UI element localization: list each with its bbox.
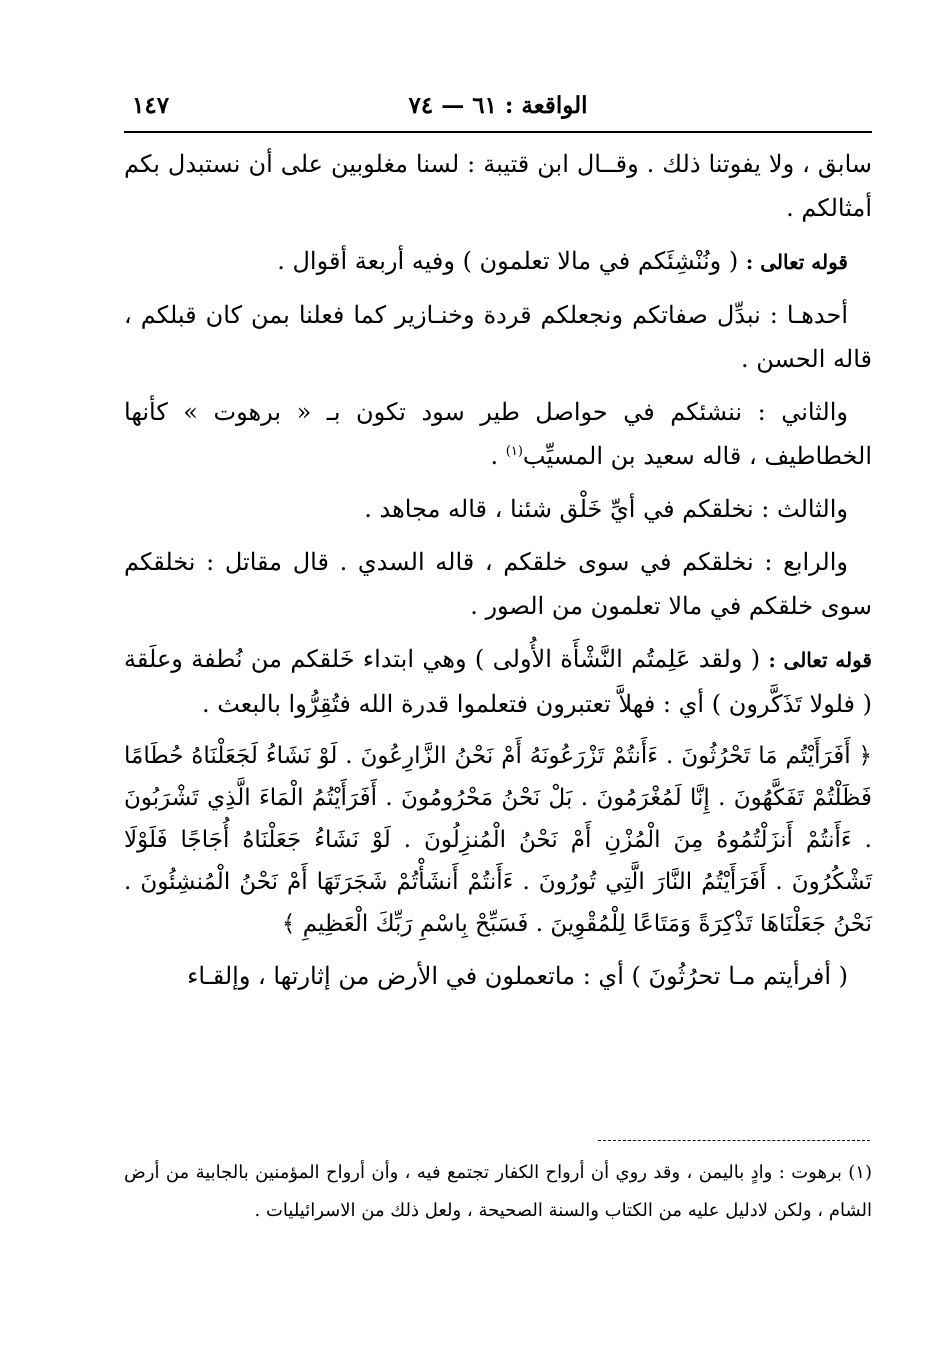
paragraph-fourth-opinion: والرابع : نخلقكم في سوى خلقكم ، قاله السدي . قال مقاتل : نخلقكم سوى خلقكم في مالا تعلمون من الصور .	[124, 548, 872, 620]
chapter-reference: الواقعة : ٦١ — ٧٤	[408, 92, 588, 119]
paragraph-text: ( ونُنْشِئَكم في مالا تعلمون ) وفيه أربعة أقوال .	[277, 247, 739, 275]
footnote-1: (١) برهوت : وادٍ باليمن ، وقد روي أن أرواح الكفار تجتمع فيه ، وأن أرواح المؤمنين بالجابية من أرض الشام ، ولكن لادليل عليه من الكتاب والسنة الصحيحة ، ولعل ذلك من الاسرائيليات .	[124, 1162, 872, 1221]
footnote-marker: (١)	[505, 444, 523, 459]
paragraph-second-opinion	[124, 390, 872, 478]
quran-verses: ﴿ أَفَرَأَيْتُم مَا تَحْرُثُونَ . ءَأَنتُمْ تَزْرَعُونَهُ أَمْ نَحْنُ الزَّارِعُونَ . لَوْ نَشَاءُ لَجَعَلْنَاهُ حُطَامًا فَظَلْتُمْ تَفَكَّهُونَ . إِنَّا لَمُغْرَمُونَ . بَلْ نَحْنُ مَحْرُومُونَ . أَفَرَأَيْتُمُ الْمَاءَ الَّذِي تَشْرَبُونَ . ءَأَنتُمْ أَنزَلْتُمُوهُ مِنَ الْمُزْنِ أَمْ نَحْنُ الْمُنزِلُونَ . لَوْ نَشَاءُ جَعَلْنَاهُ أُجَاجًا فَلَوْلَا تَشْكُرُونَ . أَفَرَأَيْتُمُ النَّارَ الَّتِي تُورُونَ . ءَأَنتُمْ أَنشَأْتُمْ شَجَرَتَهَا أَمْ نَحْنُ الْمُنشِئُونَ . نَحْنُ جَعَلْنَاهَا تَذْكِرَةً وَمَتَاعًا لِلْمُقْوِينَ . فَسَبِّحْ بِاسْمِ رَبِّكَ الْعَظِيمِ ﴾	[124, 743, 872, 937]
page-number: ١٤٧	[132, 92, 170, 119]
header-rule	[124, 131, 872, 133]
paragraph-third-opinion: والثالث : نخلقكم في أيِّ خَلْق شئنا ، قاله مجاهد .	[364, 495, 848, 523]
paragraph-verse-commentary-1	[124, 239, 872, 284]
paragraph-text: ( ولقد عَلِمتُم النَّشْأَة الأُولى ) وهي ابتداء خَلقكم من نُطفة وعلَقة ( فلولا تَذَكَّرون ) أي : فهلاَّ تعتبرون فتعلموا قدرة الله فتُقِرُّوا بالبعث .	[124, 645, 872, 718]
verse-label: قوله تعالى :	[768, 648, 872, 672]
footnotes	[124, 1154, 872, 1230]
main-text	[124, 142, 872, 1007]
paragraph-first-opinion: أحدهـا : نبدِّل صفاتكم ونجعلكم قردة وخنـازير كما فعلنا بمن كان قبلكم ، قاله الحسن .	[124, 301, 872, 373]
paragraph-tafsir: ( أفرأيتم مـا تحرُثُونَ ) أي : ماتعملون في الأرض من إثارتها ، وإلقـاء	[187, 962, 848, 990]
paragraph-text: والثاني : ننشئكم في حواصل طير سود تكون بـ « برهوت » كأنها الخطاطيف ، قاله سعيد بن المسيِّب	[124, 398, 872, 470]
paragraph-verse-commentary-2	[124, 637, 872, 726]
footnote-separator	[598, 1140, 870, 1141]
paragraph-continuation: سابق ، ولا يفوتنا ذلك . وقــال ابن قتيبة : لسنا مغلوبين على أن نستبدل بكم أمثالكم .	[124, 150, 872, 222]
paragraph-end: .	[490, 442, 506, 470]
page-header	[124, 86, 872, 132]
verse-label: قوله تعالى :	[745, 250, 848, 274]
